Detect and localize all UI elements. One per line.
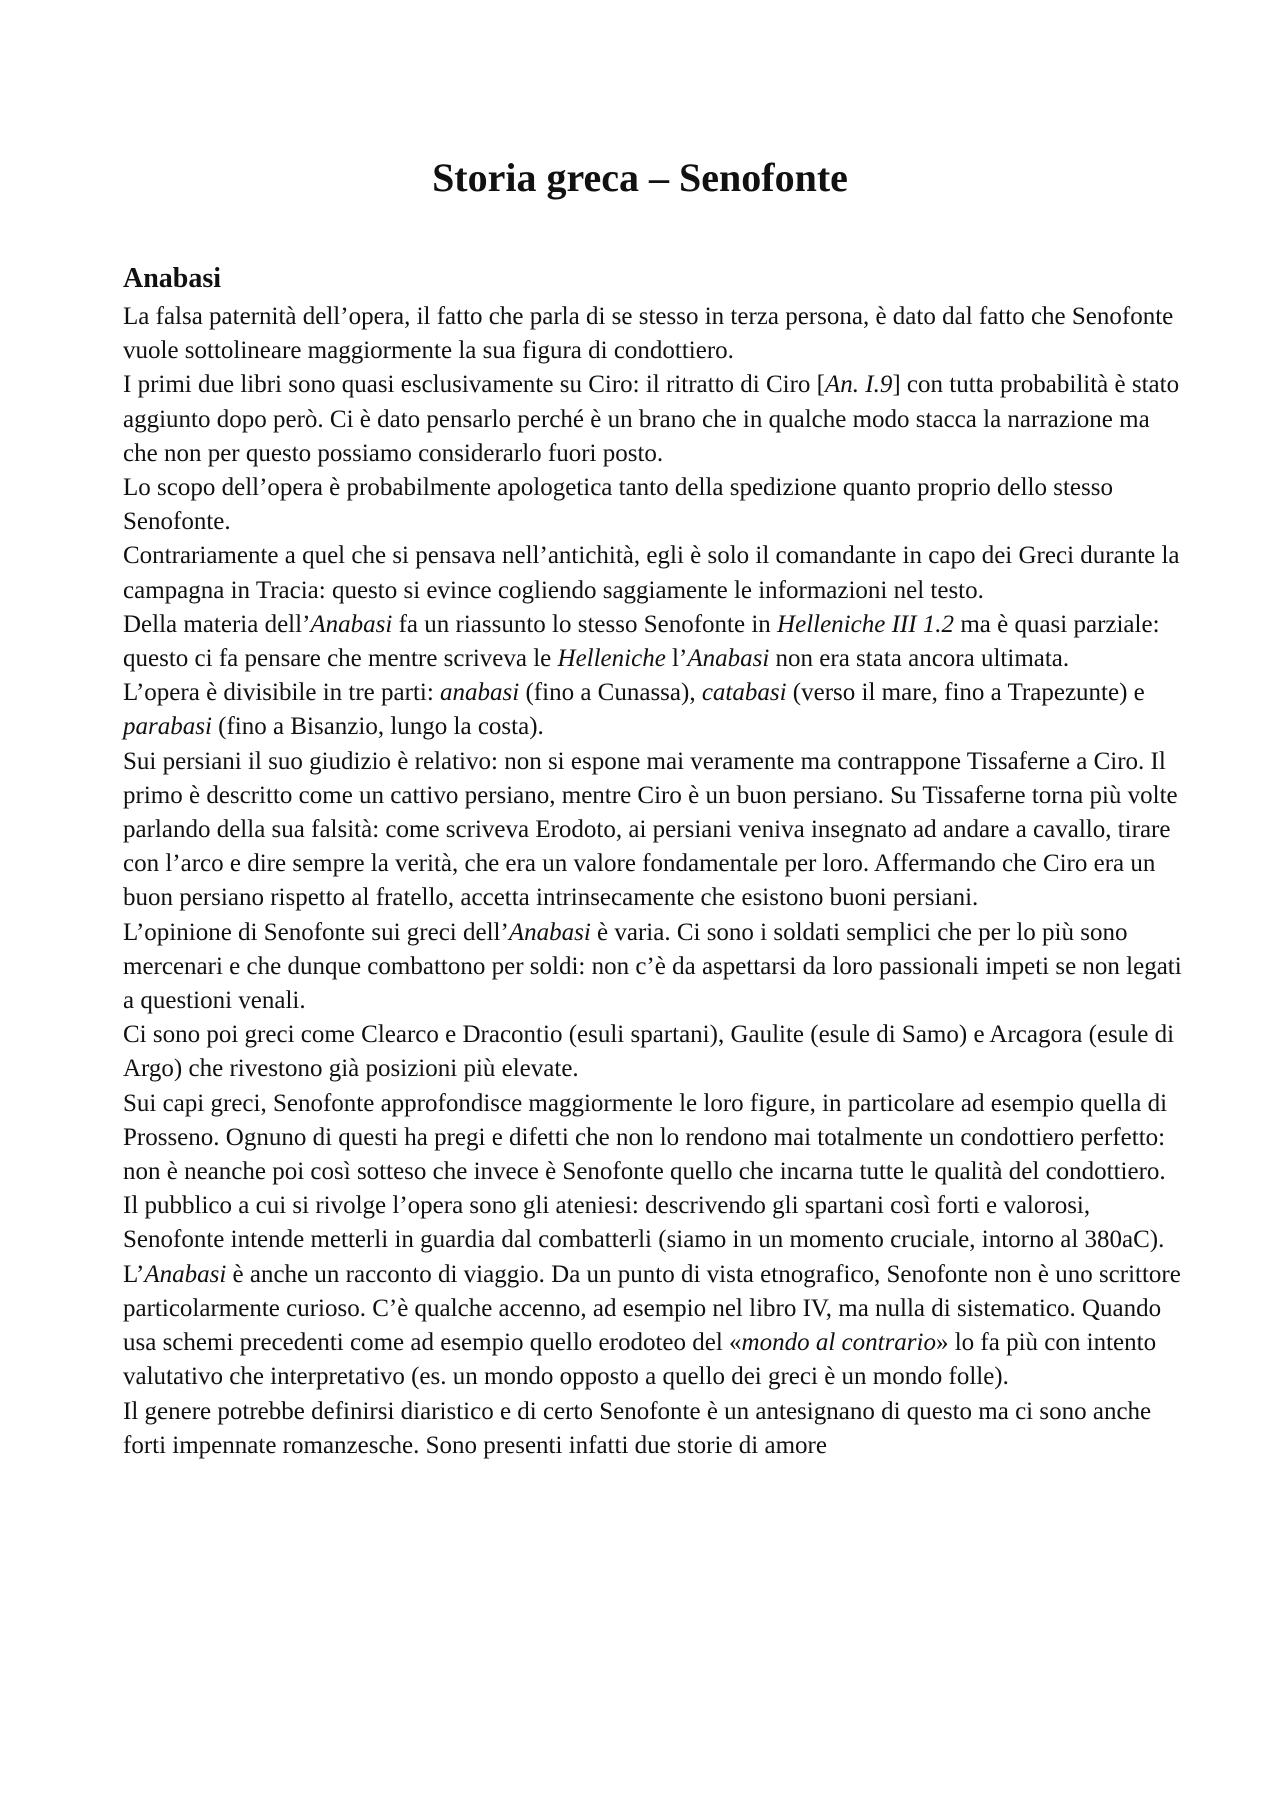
text-run: (verso il mare, fino a Trapezunte) e — [786, 679, 1145, 707]
paragraph: La falsa paternità dell’opera, il fatto che parla di se stesso in terza persona, è dato dal fatto che Senofonte vuole sottolineare maggiormente la sua figura di condottiero. — [123, 303, 1174, 365]
work-title: Helleniche — [557, 645, 666, 673]
text-run: l’ — [665, 645, 688, 673]
work-title: Anabasi — [508, 918, 591, 946]
work-title: Anabasi — [144, 1260, 227, 1288]
text-run: è anche un racconto di viaggio. Da un punto di vista etnografico, Senofonte non è uno scrittore particolarmente curioso. C’è qualche accenno, ad esempio nel libro IV, ma nulla di sistematico. Quando usa schemi precedenti come ad esempio quello erodoteo del « — [123, 1260, 1181, 1357]
paragraph — [123, 916, 1183, 1019]
paragraph — [123, 608, 1183, 676]
text-run: è varia. Ci sono i soldati semplici che per lo più sono mercenari e che dunque combattono per soldi: non c’è da aspettarsi da loro passionali impeti se non legati a questioni venali. — [123, 918, 1182, 1015]
term: anabasi — [440, 679, 520, 707]
paragraph: Sui persiani il suo giudizio è relativo: non si espone mai veramente ma contrappone Tissaferne a Ciro. Il primo è descritto come un cattivo persiano, mentre Ciro è un buon persiano. Su Tissaferne torna più volte parlando della sua falsità: come scriveva Erodoto, ai persiani veniva insegnato ad andare a cavallo, tirare con l’arco e dire sempre la verità, che era un valore fondamentale per loro. Affermando che Ciro era un buon persiano rispetto al fratello, accetta intrinsecamente che esistono buoni persiani. — [123, 747, 1178, 912]
citation: Helleniche III 1.2 — [777, 610, 955, 638]
body-text — [123, 300, 1183, 1463]
paragraph: Sui capi greci, Senofonte approfondisce maggiormente le loro figure, in particolare ad esempio quella di Prosseno. Ognuno di questi ha pregi e difetti che non lo rendono mai totalmente un condottiero perfetto: non è neanche poi così sotteso che invece è Senofonte quello che incarna tutte le qualità del condottiero. — [123, 1089, 1168, 1186]
paragraph — [123, 1258, 1183, 1395]
paragraph: Il genere potrebbe definirsi diaristico e di certo Senofonte è un antesignano di questo ma ci sono anche forti impennate romanzesche. Sono presenti infatti due storie di amore — [123, 1397, 1152, 1459]
term: parabasi — [123, 713, 212, 741]
work-title: Anabasi — [310, 610, 393, 638]
text-run: (fino a Cunassa), — [519, 679, 702, 707]
text-run: L’opera è divisibile in tre parti: — [123, 679, 441, 707]
paragraph: Lo scopo dell’opera è probabilmente apologetica tanto della spedizione quanto proprio dello stesso Senofonte. — [123, 474, 1113, 536]
term: mondo al contrario — [741, 1329, 936, 1357]
term: catabasi — [701, 679, 787, 707]
text-run: (fino a Bisanzio, lungo la costa). — [211, 713, 544, 741]
section-heading-anabasi: Anabasi — [123, 263, 222, 294]
page-title: Storia greca – Senofonte — [432, 155, 848, 200]
text-run: ] con tutta probabilità è stato aggiunto dopo però. Ci è dato pensarlo perché è un brano che in qualche modo stacca la narrazione ma che non per questo possiamo considerarlo fuori posto. — [123, 371, 1180, 467]
text-run: ma è quasi parziale: questo ci fa pensare che mentre scriveva le — [123, 610, 1160, 673]
paragraph: Ci sono poi greci come Clearco e Dracontio (esuli spartani), Gaulite (esule di Samo) e Arcagora (esule di Argo) che rivestono già posizioni più elevate. — [123, 1021, 1175, 1083]
text-run: L’ — [123, 1260, 145, 1288]
paragraph — [123, 368, 1183, 471]
text-run: non era stata ancora ultimata. — [769, 645, 1070, 673]
text-run: I primi due libri sono quasi esclusivamente su Ciro: il ritratto di Ciro [ — [123, 371, 825, 399]
work-title: Anabasi — [687, 645, 770, 673]
paragraph: Contrariamente a quel che si pensava nell’antichità, egli è solo il comandante in capo dei Greci durante la campagna in Tracia: questo si evince cogliendo saggiamente le informazioni nel testo. — [123, 542, 1180, 604]
text-run: fa un riassunto lo stesso Senofonte in — [392, 610, 778, 638]
citation: An. I.9 — [824, 371, 893, 399]
paragraph: Il pubblico a cui si rivolge l’opera sono gli ateniesi: descrivendo gli spartani così forti e valorosi, Senofonte intende metterli in guardia dal combatterli (siamo in un momento cruciale, intorno al 380aC). — [123, 1192, 1165, 1254]
text-run: Della materia dell’ — [123, 610, 311, 638]
text-run: » lo fa più con intento valutativo che interpretativo (es. un mondo opposto a quello dei greci è un mondo folle). — [123, 1329, 1157, 1391]
paragraph — [123, 676, 1183, 744]
text-run: L’opinione di Senofonte sui greci dell’ — [123, 918, 509, 946]
